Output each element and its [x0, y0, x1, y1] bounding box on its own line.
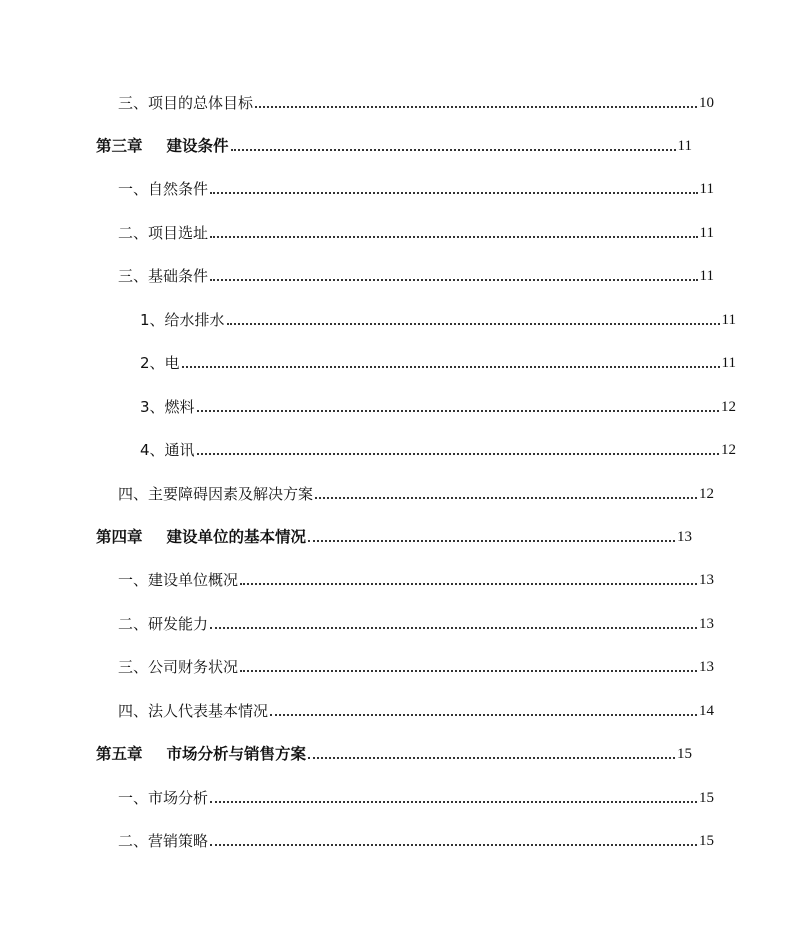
toc-subentry[interactable] [0, 348, 802, 372]
toc-leader-dots [308, 757, 675, 759]
toc-chapter-title: 市场分析与销售方案 [166, 745, 307, 763]
toc-leader-dots [270, 714, 697, 716]
toc-leader-dots [308, 540, 675, 542]
toc-entry-title: 三、基础条件 [118, 267, 209, 285]
toc-entry[interactable] [0, 826, 780, 850]
toc-entry[interactable] [0, 696, 780, 720]
toc-leader-dots [240, 583, 697, 585]
toc-page-number: 14 [699, 703, 714, 719]
toc-entry[interactable] [0, 609, 780, 633]
toc-entry-title: 一、市场分析 [118, 789, 209, 807]
toc-entry-title: 二、研发能力 [118, 615, 209, 633]
toc-entry[interactable] [0, 88, 780, 112]
toc-page-number: 12 [721, 442, 736, 458]
toc-chapter-title: 建设单位的基本情况 [166, 528, 307, 546]
toc-entry[interactable] [0, 261, 780, 285]
toc-leader-dots [210, 192, 698, 194]
toc-leader-dots [227, 323, 720, 325]
toc-leader-dots [231, 149, 676, 151]
toc-entry-title: 二、项目选址 [118, 224, 209, 242]
toc-entry[interactable] [0, 479, 780, 503]
toc-page-number: 11 [699, 225, 714, 241]
toc-page-number: 15 [677, 746, 692, 762]
toc-page-number: 13 [677, 529, 692, 545]
toc-leader-dots [210, 844, 697, 846]
toc-page-number: 15 [699, 790, 714, 806]
toc-page-number: 15 [699, 833, 714, 849]
toc-leader-dots [240, 670, 697, 672]
toc-entry-title: 三、公司财务状况 [118, 658, 239, 676]
toc-leader-dots [210, 279, 698, 281]
toc-entry[interactable] [0, 652, 780, 676]
toc-page-number: 11 [699, 181, 714, 197]
toc-page-number: 11 [677, 138, 692, 154]
toc-chapter-title: 建设条件 [166, 137, 229, 155]
toc-chapter-number: 第三章 [96, 137, 143, 155]
toc-chapter-entry[interactable] [0, 131, 758, 155]
toc-entry[interactable] [0, 174, 780, 198]
toc-subentry[interactable] [0, 435, 802, 459]
toc-page-number: 12 [721, 399, 736, 415]
toc-entry[interactable] [0, 218, 780, 242]
toc-entry-title: 一、自然条件 [118, 180, 209, 198]
toc-page-number: 12 [699, 486, 714, 502]
toc-entry-title: 2、电 [140, 354, 180, 372]
toc-entry[interactable] [0, 783, 780, 807]
toc-leader-dots [315, 497, 697, 499]
toc-entry-title: 三、项目的总体目标 [118, 94, 254, 112]
toc-entry-title: 四、法人代表基本情况 [118, 702, 269, 720]
toc-chapter-number: 第五章 [96, 745, 143, 763]
toc-page-number: 11 [721, 312, 736, 328]
toc-chapter-entry[interactable] [0, 739, 758, 763]
toc-entry-title: 1、给水排水 [140, 311, 225, 329]
toc-chapter-entry[interactable] [0, 522, 758, 546]
toc-page-number: 11 [721, 355, 736, 371]
toc-subentry[interactable] [0, 392, 802, 416]
toc-entry-title: 3、燃料 [140, 398, 195, 416]
toc-entry-title: 四、主要障碍因素及解决方案 [118, 485, 314, 503]
toc-page-number: 13 [699, 572, 714, 588]
toc-leader-dots [182, 366, 720, 368]
toc-leader-dots [210, 801, 697, 803]
toc-leader-dots [210, 236, 698, 238]
toc-page-number: 13 [699, 616, 714, 632]
toc-page-number: 11 [699, 268, 714, 284]
toc-leader-dots [255, 106, 697, 108]
toc-entry-title: 4、通讯 [140, 441, 195, 459]
toc-entry-title: 一、建设单位概况 [118, 571, 239, 589]
toc-page-number: 13 [699, 659, 714, 675]
toc-entry-title: 二、营销策略 [118, 832, 209, 850]
toc-leader-dots [197, 453, 719, 455]
toc-page-number: 10 [699, 95, 714, 111]
toc-subentry[interactable] [0, 305, 802, 329]
toc-leader-dots [210, 627, 697, 629]
toc-leader-dots [197, 410, 719, 412]
toc-entry[interactable] [0, 565, 780, 589]
toc-chapter-number: 第四章 [96, 528, 143, 546]
